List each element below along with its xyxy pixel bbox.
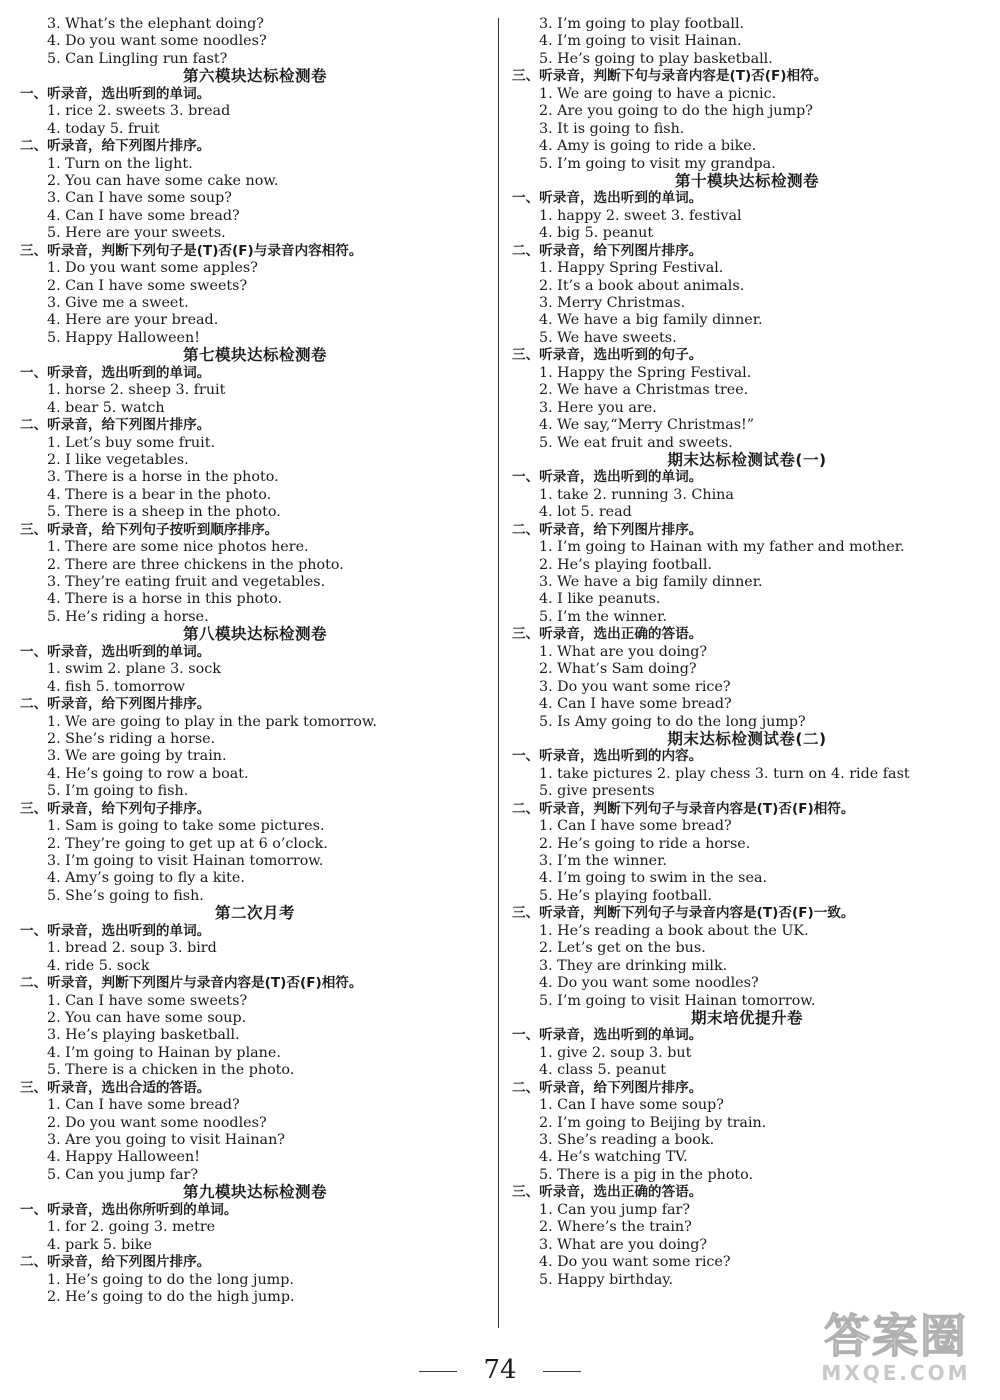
answer-line: 3. I’m going to play football. <box>539 16 745 32</box>
answer-line: 1. Can I have some bread? <box>539 818 732 835</box>
question-heading: 三、听录音，选出正确的答语。 <box>512 1184 703 1201</box>
answer-line: 1. Can I have some bread? <box>47 1097 240 1114</box>
answer-line: 5. give presents <box>539 783 655 800</box>
watermark-url: MXQE.COM <box>821 1361 971 1385</box>
answer-line: 1. I’m going to Hainan with my father and mother. <box>539 539 905 556</box>
answer-line: 1. rice 2. sweets 3. bread <box>47 103 231 120</box>
answer-line: 5. There is a chicken in the photo. <box>47 1062 295 1079</box>
answer-line: 3. Here you are. <box>539 399 657 416</box>
answer-line: 4. Amy’s going to fly a kite. <box>47 870 245 887</box>
answer-line: 4. big 5. peanut <box>539 225 654 242</box>
answer-line: 3. Give me a sweet. <box>47 295 189 311</box>
answer-line: 5. He’s going to play basketball. <box>539 50 773 67</box>
question-heading: 一、听录音，选出听到的单词。 <box>512 190 703 207</box>
answer-line: 4. He’s going to row a boat. <box>47 765 249 782</box>
answer-line: 5. Happy Halloween! <box>47 329 200 346</box>
question-heading: 三、听录音，给下列句子按听到顺序排序。 <box>20 521 279 538</box>
question-heading: 三、听录音，判断下句与录音内容是(T)否(F)相符。 <box>512 68 828 85</box>
answer-line: 2. He’s going to ride a horse. <box>539 835 751 852</box>
question-heading: 三、听录音，给下列句子排序。 <box>20 800 211 817</box>
answer-line: 2. You can have some soup. <box>47 1009 247 1026</box>
section-title: 第九模块达标检测卷 <box>182 1183 327 1202</box>
answer-line: 5. We have sweets. <box>539 329 677 346</box>
footer-dash-left <box>419 1371 457 1372</box>
answer-line: 3. He’s playing basketball. <box>47 1027 240 1044</box>
answer-line: 5. I’m going to visit Hainan tomorrow. <box>539 992 816 1009</box>
answer-line: 5. Is Amy going to do the long jump? <box>539 713 806 730</box>
column-divider <box>498 18 499 1328</box>
answer-line: 5. He’s playing football. <box>539 887 712 904</box>
answer-line: 3. It is going to fish. <box>539 120 685 137</box>
answer-line: 3. What’s the elephant doing? <box>47 16 264 32</box>
answer-line: 1. We are going to have a picnic. <box>539 85 777 102</box>
question-heading: 二、听录音，给下列图片排序。 <box>20 1254 211 1271</box>
answer-line: 1. Happy Spring Festival. <box>539 260 724 277</box>
question-heading: 三、听录音，选出合适的答语。 <box>20 1079 211 1096</box>
question-heading: 一、听录音，选出听到的内容。 <box>512 748 703 765</box>
section-title: 第十模块达标检测卷 <box>674 171 819 190</box>
answer-line: 4. class 5. peanut <box>539 1062 666 1079</box>
question-heading: 二、听录音，给下列图片排序。 <box>512 242 703 259</box>
answer-line: 2. You can have some cake now. <box>47 172 279 189</box>
answer-line: 3. There is a horse in the photo. <box>47 469 279 486</box>
question-heading: 一、听录音，选出听到的单词。 <box>20 85 211 102</box>
answer-line: 2. Do you want some noodles? <box>47 1114 267 1131</box>
question-heading: 二、听录音，给下列图片排序。 <box>20 417 211 434</box>
answer-line: 2. Where’s the train? <box>539 1219 692 1236</box>
answer-line: 5. I’m the winner. <box>539 608 667 625</box>
answer-line: 2. Are you going to do the high jump? <box>539 103 813 120</box>
answer-line: 1. We are going to play in the park tomorrow. <box>47 713 377 730</box>
answer-line: 3. I’m going to visit Hainan tomorrow. <box>47 853 324 869</box>
answer-line: 2. I like vegetables. <box>47 451 189 468</box>
answer-line: 5. We eat fruit and sweets. <box>539 434 733 451</box>
answer-line: 4. today 5. fruit <box>47 120 160 137</box>
answer-line: 3. We are going by train. <box>47 748 227 765</box>
answer-line: 5. Happy birthday. <box>539 1271 674 1288</box>
question-heading: 二、听录音，判断下列句子与录音内容是(T)否(F)相符。 <box>512 800 855 817</box>
answer-line: 2. What’s Sam doing? <box>539 661 697 678</box>
answer-line: 2. He’s going to do the high jump. <box>47 1288 295 1305</box>
left-column <box>20 16 490 1306</box>
question-heading: 一、听录音，选出听到的单词。 <box>512 1027 703 1044</box>
answer-line: 3. Are you going to visit Hainan? <box>47 1132 285 1148</box>
answer-line: 4. park 5. bike <box>47 1236 152 1253</box>
answer-line: 4. Can I have some bread? <box>539 696 732 713</box>
section-title: 第七模块达标检测卷 <box>182 346 327 365</box>
answer-line: 5. I’m going to fish. <box>47 783 189 800</box>
question-heading: 二、听录音，给下列图片排序。 <box>512 521 703 538</box>
answer-line: 1. There are some nice photos here. <box>47 539 309 556</box>
answer-line: 3. Do you want some rice? <box>539 678 731 695</box>
answer-line: 1. Sam is going to take some pictures. <box>47 818 325 835</box>
answer-line: 1. Turn on the light. <box>47 155 193 172</box>
answer-line: 1. swim 2. plane 3. sock <box>47 661 221 678</box>
answer-line: 2. She’s riding a horse. <box>47 730 216 747</box>
answer-line: 1. take 2. running 3. China <box>539 486 734 503</box>
footer-dash-right <box>543 1371 581 1372</box>
answer-line: 4. Amy is going to ride a bike. <box>539 138 757 155</box>
question-heading: 二、听录音，给下列图片排序。 <box>20 138 211 155</box>
answer-line: 1. Let’s buy some fruit. <box>47 434 215 451</box>
question-heading: 三、听录音，判断下列句子是(T)否(F)与录音内容相符。 <box>20 242 363 259</box>
question-heading: 二、听录音，给下列图片排序。 <box>20 696 211 713</box>
question-heading: 三、听录音，选出正确的答语。 <box>512 626 703 643</box>
answer-line: 4. fish 5. tomorrow <box>47 678 186 695</box>
answer-line: 4. Can I have some bread? <box>47 207 240 224</box>
answer-line: 4. Here are your bread. <box>47 312 219 329</box>
question-heading: 三、听录音，选出听到的句子。 <box>512 347 703 364</box>
answer-line: 3. They are drinking milk. <box>539 957 728 974</box>
answer-line: 1. He’s reading a book about the UK. <box>539 922 809 939</box>
answer-line: 4. Do you want some rice? <box>539 1254 731 1271</box>
page-number: 74 <box>483 1355 517 1385</box>
question-heading: 一、听录音，选出你所听到的单词。 <box>20 1201 238 1218</box>
answer-line: 5. There is a sheep in the photo. <box>47 504 281 521</box>
watermark-logo: 答案圈 <box>824 1309 968 1363</box>
question-heading: 一、听录音，选出听到的单词。 <box>20 643 211 660</box>
answer-line: 4. There is a bear in the photo. <box>47 486 272 503</box>
answer-line: 5. Here are your sweets. <box>47 225 226 242</box>
answer-line: 5. Can you jump far? <box>47 1166 199 1183</box>
right-column <box>512 16 982 1289</box>
answer-line: 5. He’s riding a horse. <box>47 608 209 625</box>
section-title: 第六模块达标检测卷 <box>182 67 327 86</box>
question-heading: 三、听录音，判断下列句子与录音内容是(T)否(F)一致。 <box>512 905 855 922</box>
answer-line: 1. take pictures 2. play chess 3. turn on 4. ride fast <box>539 765 910 782</box>
answer-line: 5. There is a pig in the photo. <box>539 1166 754 1183</box>
answer-line: 2. I’m going to Beijing by train. <box>539 1114 767 1131</box>
question-heading: 一、听录音，选出听到的单词。 <box>512 469 703 486</box>
answer-line: 3. They’re eating fruit and vegetables. <box>47 574 326 590</box>
answer-line: 1. Do you want some apples? <box>47 260 258 277</box>
answer-line: 2. They’re going to get up at 6 o’clock. <box>47 835 328 852</box>
answer-line: 4. We have a big family dinner. <box>539 312 763 329</box>
question-heading: 二、听录音，判断下列图片与录音内容是(T)否(F)相符。 <box>20 975 363 992</box>
answer-line: 5. She’s going to fish. <box>47 887 204 904</box>
section-title: 第八模块达标检测卷 <box>182 625 327 644</box>
section-title: 期末达标检测试卷(二) <box>667 729 827 748</box>
answer-line: 4. Do you want some noodles? <box>47 33 267 50</box>
answer-line: 2. There are three chickens in the photo. <box>47 556 344 573</box>
answer-line: 1. What are you doing? <box>539 643 708 660</box>
answer-line: 3. She’s reading a book. <box>539 1132 715 1148</box>
section-title: 期末达标检测试卷(一) <box>667 450 827 469</box>
answer-line: 1. give 2. soup 3. but <box>539 1044 692 1061</box>
answer-line: 4. I like peanuts. <box>539 591 661 608</box>
answer-line: 1. happy 2. sweet 3. festival <box>539 207 742 224</box>
answer-line: 4. Do you want some noodles? <box>539 975 759 992</box>
question-heading: 一、听录音，选出听到的单词。 <box>20 364 211 381</box>
answer-line: 2. We have a Christmas tree. <box>539 382 749 399</box>
answer-line: 3. Can I have some soup? <box>47 190 232 207</box>
section-title: 期末培优提升卷 <box>690 1008 803 1027</box>
answer-line: 4. We say,“Merry Christmas!” <box>539 417 755 434</box>
answer-line: 4. Happy Halloween! <box>47 1149 200 1166</box>
answer-line: 4. bear 5. watch <box>47 399 165 416</box>
answer-line: 5. Can Lingling run fast? <box>47 50 228 67</box>
answer-line: 2. He’s playing football. <box>539 556 712 573</box>
answer-line: 1. for 2. going 3. metre <box>47 1219 216 1236</box>
answer-line: 4. I’m going to Hainan by plane. <box>47 1044 281 1061</box>
answer-line: 1. horse 2. sheep 3. fruit <box>47 382 226 399</box>
answer-line: 1. Can I have some soup? <box>539 1097 724 1114</box>
answer-line: 1. Can I have some sweets? <box>47 992 248 1009</box>
answer-line: 2. Let’s get on the bus. <box>539 940 706 957</box>
answer-line: 3. What are you doing? <box>539 1236 708 1253</box>
answer-line: 1. Can you jump far? <box>539 1201 691 1218</box>
answer-line: 4. I’m going to visit Hainan. <box>539 33 742 50</box>
answer-line: 4. There is a horse in this photo. <box>47 591 283 608</box>
answer-line: 1. He’s going to do the long jump. <box>47 1271 294 1288</box>
answer-line: 1. bread 2. soup 3. bird <box>47 940 217 957</box>
answer-line: 2. Can I have some sweets? <box>47 277 248 294</box>
answer-line: 2. It’s a book about animals. <box>539 277 745 294</box>
answer-line: 4. He’s watching TV. <box>539 1149 688 1166</box>
answer-line: 1. Happy the Spring Festival. <box>539 364 752 381</box>
answer-line: 5. I’m going to visit my grandpa. <box>539 155 776 172</box>
answer-line: 3. Merry Christmas. <box>539 295 686 311</box>
answer-line: 3. We have a big family dinner. <box>539 574 763 590</box>
question-heading: 二、听录音，给下列图片排序。 <box>512 1079 703 1096</box>
question-heading: 一、听录音，选出听到的单词。 <box>20 922 211 939</box>
answer-line: 4. I’m going to swim in the sea. <box>539 870 768 887</box>
answer-line: 4. ride 5. sock <box>47 957 150 974</box>
section-title: 第二次月考 <box>214 904 295 923</box>
answer-line: 3. I’m the winner. <box>539 853 667 869</box>
answer-line: 4. lot 5. read <box>539 504 632 521</box>
watermark <box>806 1310 986 1392</box>
